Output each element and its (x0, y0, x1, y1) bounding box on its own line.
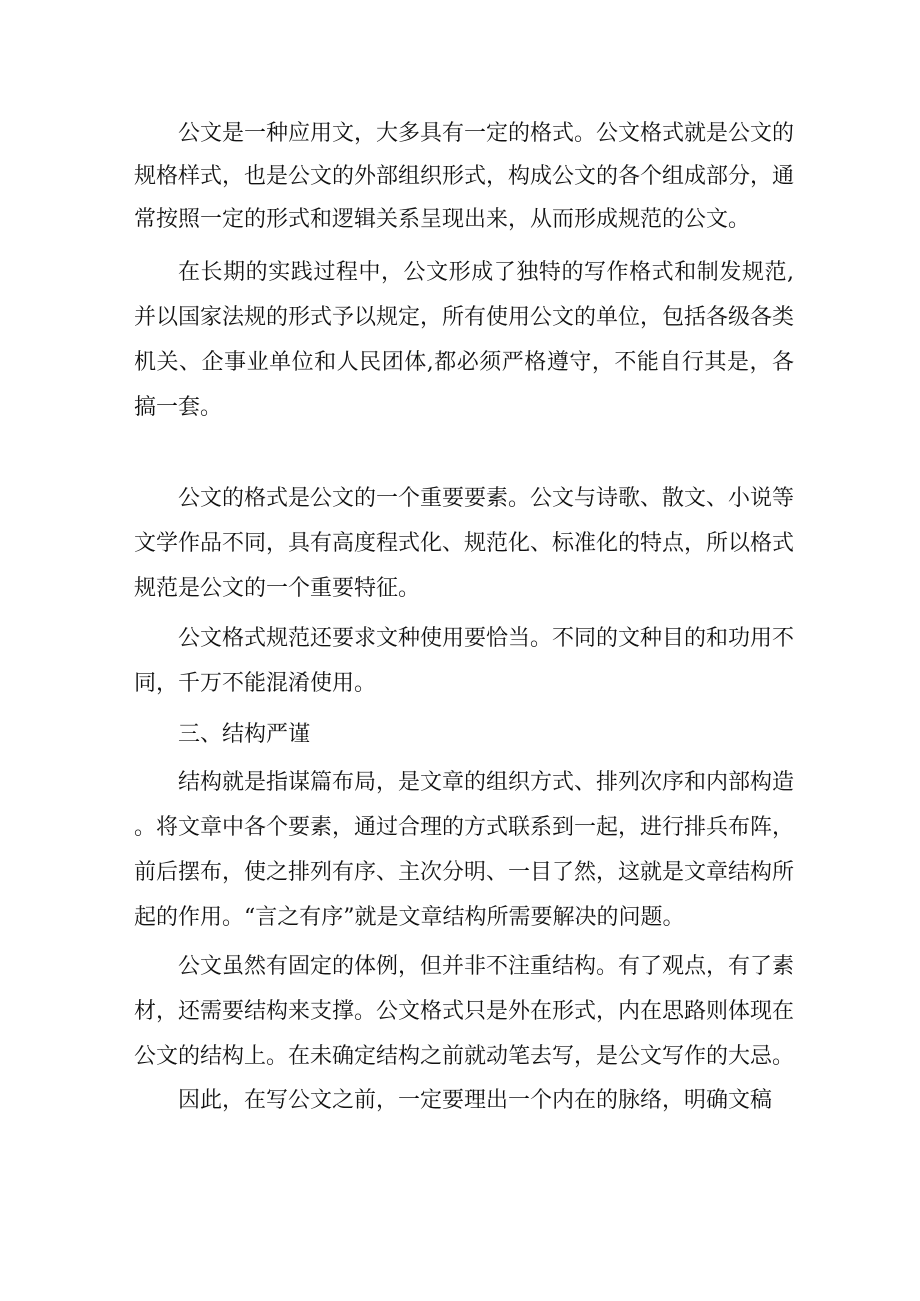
paragraph-4: 公文格式规范还要求文种使用要恰当。不同的文种目的和功用不同，千万不能混淆使用。 (134, 626, 795, 696)
paragraph-5: 结构就是指谋篇布局，是文章的组织方式、排列次序和内部构造。将文章中各个要素，通过合理的方式联系到一起，进行排兵布阵，前后摆布，使之排列有序、主次分明、一目了然，这就是文章结构所起的作用。“言之有序”就是文章结构所需要解决的问题。 (134, 770, 795, 930)
paragraph-1: 公文是一种应用文，大多具有一定的格式。公文格式就是公文的规格样式，也是公文的外部组织形式，构成公文的各个组成部分，通常按照一定的形式和逻辑关系呈现出来，从而形成规范的公文。 (134, 121, 795, 232)
section-heading: 三、结构严谨 (178, 722, 311, 747)
paragraph-6: 公文虽然有固定的体例，但并非不注重结构。有了观点，有了素材，还需要结构来支撑。公文格式只是外在形式，内在思路则体现在公文的结构上。在未确定结构之前就动笔去写，是公文写作的大忌。 (134, 954, 795, 1069)
paragraph-2: 在长期的实践过程中，公文形成了独特的写作格式和制发规范,并以国家法规的形式予以规定，所有使用公文的单位，包括各级各类机关、企事业单位和人民团体,都必须严格遵守，不能自行其是，各搞一套。 (134, 260, 795, 420)
paragraph-7: 因此，在写公文之前，一定要理出一个内在的脉络，明确文稿 (178, 1088, 773, 1113)
paragraph-3: 公文的格式是公文的一个重要要素。公文与诗歌、散文、小说等文学作品不同，具有高度程式化、规范化、标准化的特点，所以格式规范是公文的一个重要特征。 (134, 486, 795, 601)
